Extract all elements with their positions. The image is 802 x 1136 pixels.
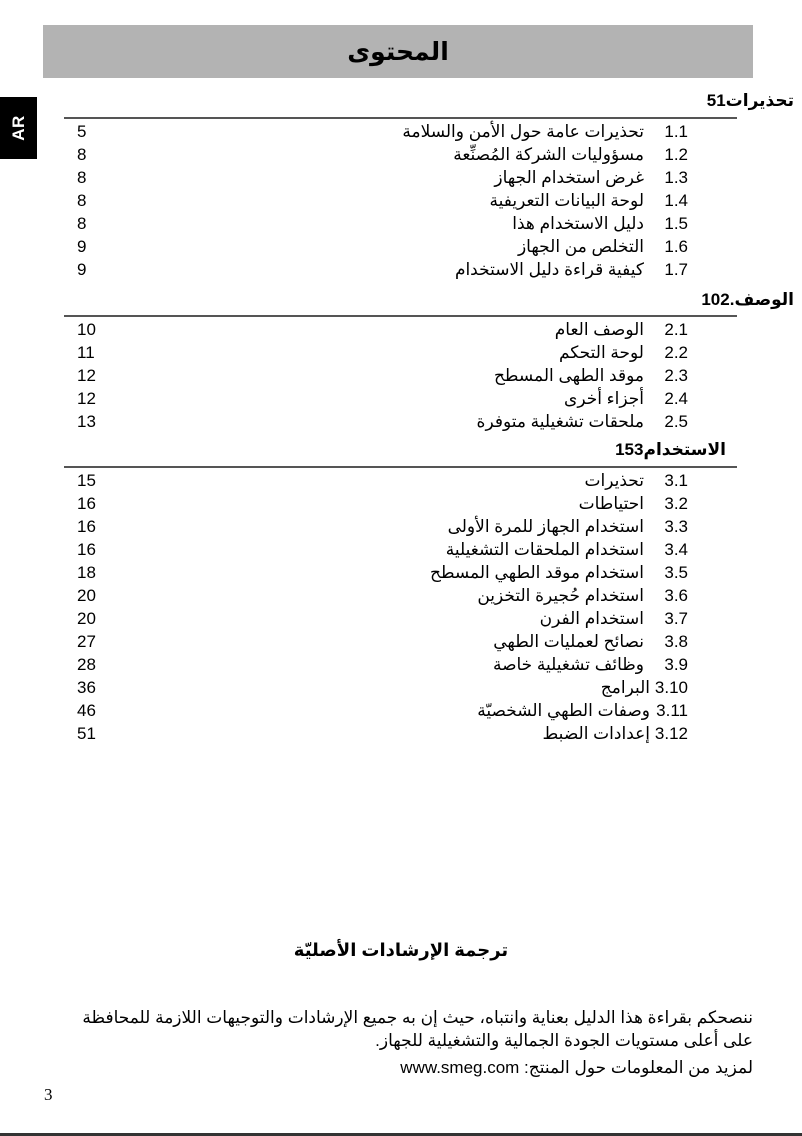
toc-entry-number: 2.2: [664, 343, 688, 362]
toc-entry[interactable]: [64, 143, 704, 166]
toc-entry[interactable]: [64, 189, 704, 212]
toc-page-number: 10: [77, 320, 96, 339]
section-heading-2[interactable]: 10الوصف.2: [701, 290, 794, 309]
language-tab-label: AR: [8, 115, 28, 141]
toc-entry-title: الوصف العام: [554, 320, 644, 339]
toc-page-number: 46: [77, 701, 96, 720]
toc-entry-title: تحذيرات: [584, 471, 644, 490]
toc-entry-number: 3.9: [664, 655, 688, 674]
toc-entry-title: احتياطات: [578, 494, 644, 513]
toc-entry[interactable]: [64, 584, 704, 607]
toc-entry-number: 3.12: [654, 724, 688, 743]
toc-page-number: 28: [77, 655, 96, 674]
toc-entry-title: مسؤوليات الشركة المُصنِّعة: [453, 145, 644, 164]
toc-entry-number: 1.3: [664, 168, 688, 187]
toc-page-number: 5: [77, 122, 87, 141]
toc-entry-number: 3.5: [664, 563, 688, 582]
toc-entry-number: 3.7: [664, 609, 688, 628]
toc-entry-title: استخدام موقد الطهي المسطح: [429, 563, 644, 582]
toc-entry-number: 3.11: [656, 701, 688, 720]
toc-entry-title: التخلص من الجهاز: [517, 237, 644, 256]
toc-entry-number: 1.5: [664, 214, 688, 233]
toc-entry-title: ملحقات تشغيلية متوفرة: [476, 412, 644, 431]
toc-entry-title: استخدام الملحقات التشغيلية: [445, 540, 644, 559]
toc-entry-number: 1.6: [664, 237, 688, 256]
toc-page-number: 20: [77, 609, 96, 628]
toc-page-number: 8: [77, 214, 87, 233]
language-tab: [0, 97, 37, 159]
toc-entry-number: 2.5: [664, 412, 688, 431]
toc-entry[interactable]: [64, 699, 704, 722]
toc-entry-title: نصائح لعمليات الطهي: [493, 632, 644, 651]
toc-entry-number: 1.4: [664, 191, 688, 210]
section-divider: [64, 466, 737, 468]
toc-page-number: 9: [77, 237, 87, 256]
toc-entry-number: 3.2: [664, 494, 688, 513]
toc-entry-title: لوحة البيانات التعريفية: [489, 191, 644, 210]
toc-entry[interactable]: [64, 166, 704, 189]
toc-entry-title: دليل الاستخدام هذا: [512, 214, 644, 233]
toc-page-number: 16: [77, 540, 96, 559]
toc-entry-number: 2.3: [664, 366, 688, 385]
toc-entry[interactable]: [64, 492, 704, 515]
section-divider: [64, 117, 737, 119]
toc-entry[interactable]: [64, 561, 704, 584]
toc-entry[interactable]: [64, 607, 704, 630]
toc-entry-title: وصفات الطهي الشخصيّة: [477, 701, 650, 720]
toc-entry-title: استخدام الفرن: [539, 609, 644, 628]
toc-entry-number: 2.1: [664, 320, 688, 339]
toc-entry-number: 3.1: [664, 471, 688, 490]
toc-page-number: 20: [77, 586, 96, 605]
toc-entry[interactable]: [64, 258, 704, 281]
toc-entry[interactable]: [64, 676, 704, 699]
toc-entry-title: إعدادات الضبط: [542, 724, 650, 743]
toc-entry-number: 3.3: [664, 517, 688, 536]
more-info-line: [400, 1056, 753, 1079]
toc-entry[interactable]: [64, 410, 704, 433]
toc-entry[interactable]: [64, 212, 704, 235]
toc-entry-number: 1.2: [664, 145, 688, 164]
toc-entry-title: البرامج: [600, 678, 650, 697]
toc-page-number: 8: [77, 168, 87, 187]
toc-entry-number: 3.10: [654, 678, 688, 697]
toc-entry[interactable]: [64, 235, 704, 258]
toc-entry-title: موقد الطهى المسطح: [493, 366, 644, 385]
toc-entry-title: لوحة التحكم: [558, 343, 644, 362]
intro-paragraph: ننصحكم بقراءة هذا الدليل بعناية وانتباه، حيث إن به جميع الإرشادات والتوجيهات اللازمة للمحافظة على أعلى مستويات الجودة الجمالية والتشغيلية للجهاز.: [82, 1008, 753, 1050]
more-info-label: لمزيد من المعلومات حول المنتج:: [519, 1058, 753, 1077]
toc-page-number: 27: [77, 632, 96, 651]
toc-entry-number: 1.7: [664, 260, 688, 279]
toc-entry[interactable]: [64, 120, 704, 143]
section-divider: [64, 315, 737, 317]
toc-entry[interactable]: [64, 469, 704, 492]
toc-entry[interactable]: [64, 387, 704, 410]
toc-page-number: 12: [77, 389, 96, 408]
section-heading-1[interactable]: 5تحذيرات1: [706, 91, 794, 110]
page-title: المحتوى: [347, 37, 449, 66]
toc-entry-number: 1.1: [664, 122, 688, 141]
toc-entry-title: استخدام الجهاز للمرة الأولى: [447, 517, 644, 536]
website-link[interactable]: www.smeg.com: [400, 1058, 520, 1077]
toc-entry[interactable]: [64, 515, 704, 538]
toc-entry[interactable]: [64, 653, 704, 676]
toc-entry-number: 3.6: [664, 586, 688, 605]
toc-page-number: 36: [77, 678, 96, 697]
toc-page-number: 8: [77, 145, 87, 164]
toc-entry-title: غرض استخدام الجهاز: [494, 168, 644, 187]
toc-page-number: 12: [77, 366, 96, 385]
toc-entry-number: 3.4: [664, 540, 688, 559]
toc-entry-title: وظائف تشغيلية خاصة: [492, 655, 644, 674]
toc-entry[interactable]: [64, 364, 704, 387]
toc-entry-title: كيفية قراءة دليل الاستخدام: [454, 260, 644, 279]
toc-page-number: 8: [77, 191, 87, 210]
toc-page-number: 13: [77, 412, 96, 431]
section-heading-3[interactable]: 15الاستخدام3: [615, 440, 726, 459]
toc-entry-title: تحذيرات عامة حول الأمن والسلامة: [402, 122, 644, 141]
toc-entry-number: 2.4: [664, 389, 688, 408]
toc-page-number: 16: [77, 494, 96, 513]
toc-page-number: 16: [77, 517, 96, 536]
toc-entry[interactable]: [64, 538, 704, 561]
toc-page-number: 18: [77, 563, 96, 582]
toc-entry[interactable]: [64, 341, 704, 364]
toc-entry-title: أجزاء أخرى: [564, 389, 644, 408]
toc-entry-title: استخدام حُجيرة التخزين: [477, 586, 644, 605]
toc-entry[interactable]: [64, 630, 704, 653]
toc-entry[interactable]: [64, 318, 704, 341]
toc-page-number: 15: [77, 471, 96, 490]
toc-entry-number: 3.8: [664, 632, 688, 651]
toc-page-number: 9: [77, 260, 87, 279]
toc-page-number: 51: [77, 724, 96, 743]
toc-page-number: 11: [77, 343, 95, 362]
toc-entry[interactable]: [64, 722, 704, 745]
translation-title: ترجمة الإرشادات الأصليّة: [293, 940, 509, 960]
contents-title-banner: [43, 25, 753, 78]
page-number: 3: [44, 1085, 53, 1104]
